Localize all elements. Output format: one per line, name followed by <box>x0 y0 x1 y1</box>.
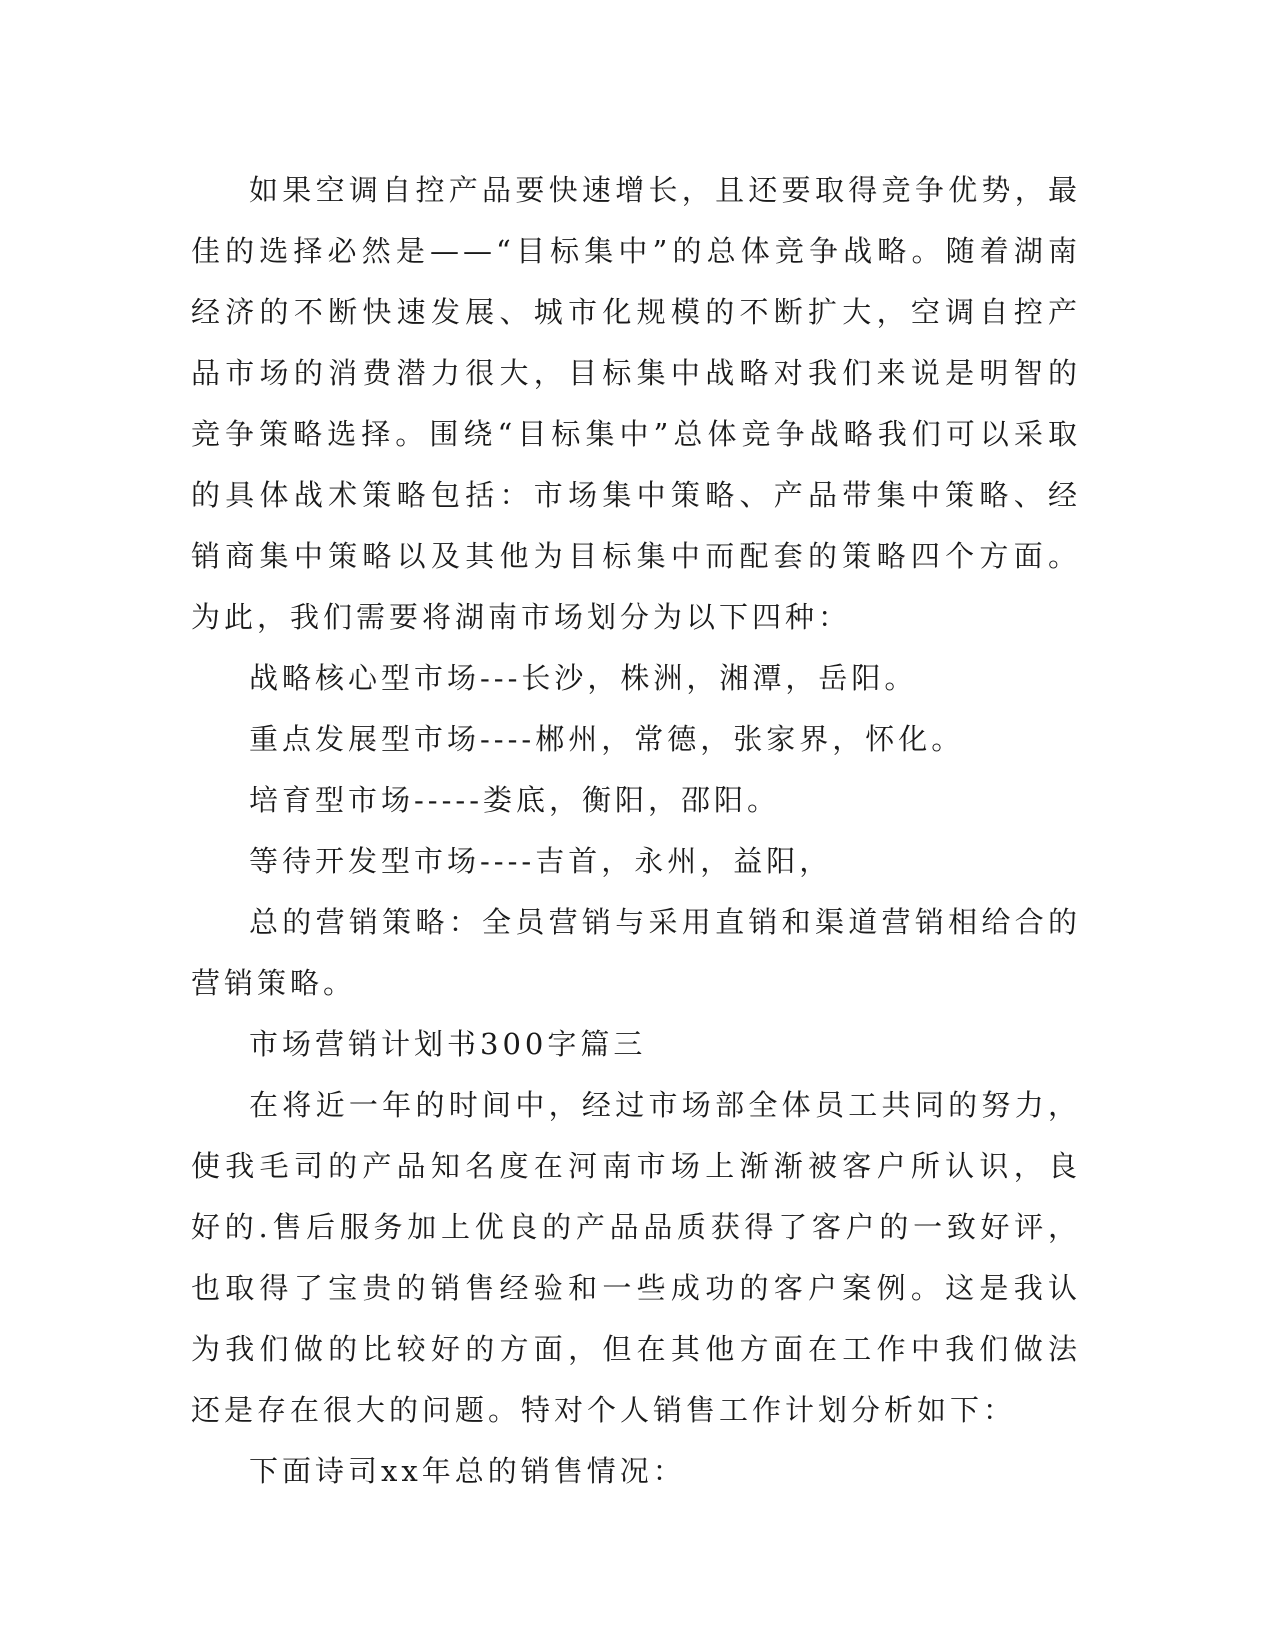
paragraph-pending-market: 等待开发型市场----吉首，永州，益阳， <box>249 844 833 878</box>
paragraph-cultivation-market: 培育型市场-----娄底，衡阳，邵阳。 <box>249 783 780 817</box>
paragraph-year-review: 在将近一年的时间中，经过市场部全体员工共同的努力，使我毛司的产品知名度在河南市场上渐渐被客户所认识，良好的.售后服务加上优良的产品品质获得了客户的一致好评，也取得了宝贵的销售经验和一些成功的客户案例。这是我认为我们做的比较好的方面，但在其他方面在工作中我们做法还是存在很大的问题。特对个人销售工作计划分析如下： <box>191 1088 1081 1427</box>
paragraph-sales-summary: 下面诗司xx年总的销售情况： <box>249 1454 686 1488</box>
document-body <box>191 160 1081 1502</box>
paragraph-strategy-intro: 如果空调自控产品要快速增长，且还要取得竞争优势，最佳的选择必然是——“目标集中”的总体竞争战略。随着湖南经济的不断快速发展、城市化规模的不断扩大，空调自控产品市场的消费潜力很大，目标集中战略对我们来说是明智的竞争策略选择。围绕“目标集中”总体竞争战略我们可以采取的具体战术策略包括：市场集中策略、产品带集中策略、经销商集中策略以及其他为目标集中而配套的策略四个方面。为此，我们需要将湖南市场划分为以下四种： <box>191 173 1081 634</box>
paragraph-core-market: 战略核心型市场---长沙，株洲，湘潭，岳阳。 <box>249 661 918 695</box>
paragraph-key-development-market: 重点发展型市场----郴州，常德，张家界，怀化。 <box>249 722 965 756</box>
paragraph-overall-strategy: 总的营销策略：全员营销与采用直销和渠道营销相给合的营销策略。 <box>191 905 1081 1000</box>
section-heading: 市场营销计划书300字篇三 <box>249 1027 647 1061</box>
